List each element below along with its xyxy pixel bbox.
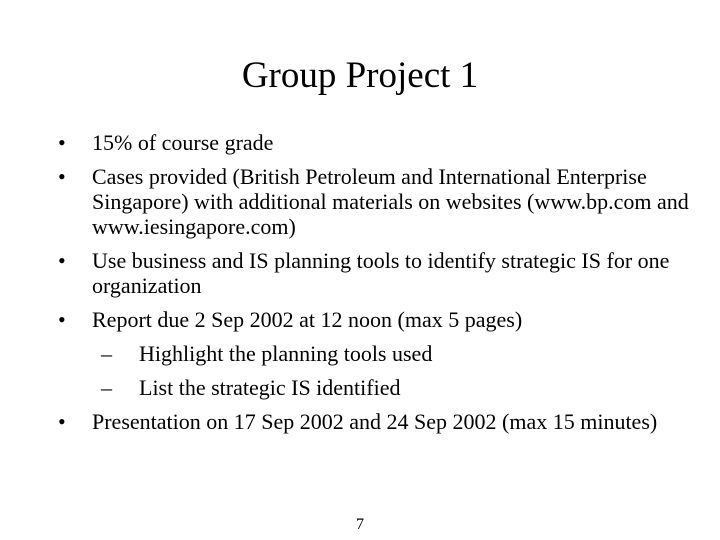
bullet-icon: • — [58, 248, 66, 273]
bullet-icon: • — [58, 164, 66, 189]
list-item-text: Use business and IS planning tools to identify strategic IS for one organization — [92, 248, 670, 298]
list-item-text: Report due 2 Sep 2002 at 12 noon (max 5 pages) — [92, 307, 523, 332]
list-item — [58, 130, 698, 155]
page-number: 7 — [356, 516, 364, 533]
sub-list-item — [58, 375, 698, 400]
sub-list-item-text: Highlight the planning tools used — [139, 341, 433, 366]
list-item-text: Presentation on 17 Sep 2002 and 24 Sep 2002 (max 15 minutes) — [92, 409, 658, 434]
bullet-icon: • — [58, 130, 66, 155]
dash-icon: – — [101, 375, 112, 400]
list-item-text: 15% of course grade — [92, 130, 274, 155]
bullet-list — [58, 130, 698, 443]
sub-list-item-text: List the strategic IS identified — [139, 375, 401, 400]
list-item — [58, 409, 698, 434]
bullet-icon: • — [58, 307, 66, 332]
list-item — [58, 307, 698, 332]
list-item — [58, 248, 698, 298]
dash-icon: – — [101, 341, 112, 366]
list-item — [58, 164, 698, 239]
sub-list-item — [58, 341, 698, 366]
list-item-text: Cases provided (British Petroleum and International Enterprise Singapore) with additional materials on websites (www.bp.com and www.iesingapore.com) — [92, 164, 689, 239]
bullet-icon: • — [58, 409, 66, 434]
slide-title: Group Project 1 — [241, 55, 479, 96]
